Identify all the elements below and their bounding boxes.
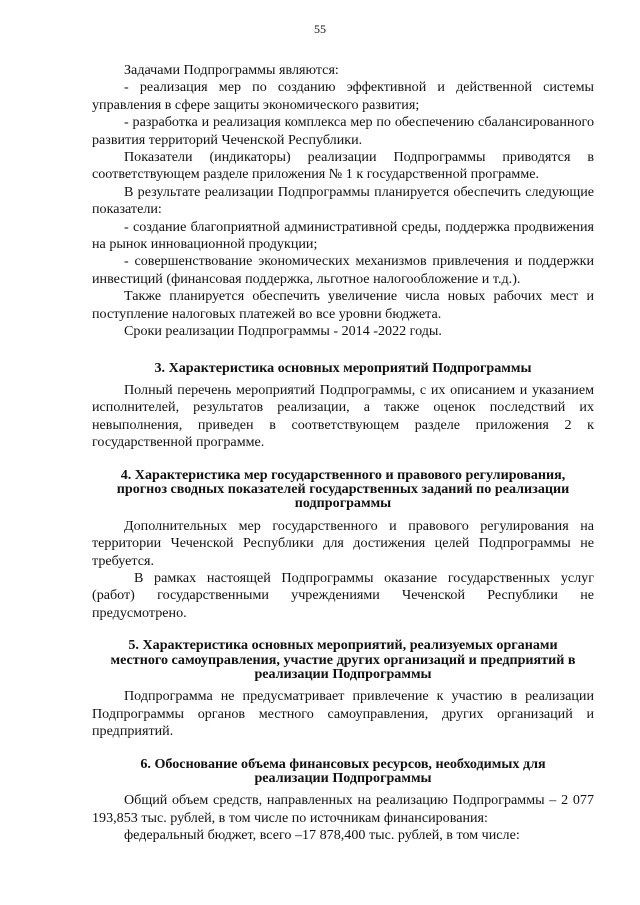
- document-body: [92, 62, 594, 845]
- section-4-heading-line-1: 4. Характеристика мер государственного и правового регулирования,: [120, 466, 566, 483]
- task-item-1: - реализация мер по созданию эффективной и действенной системы управления в сфере защиты экономического развития;: [92, 79, 594, 113]
- terms-paragraph: Сроки реализации Подпрограммы - 2014 -2022 годы.: [124, 323, 442, 340]
- section-6-text-1: Общий объем средств, направленных на реализацию Подпрограммы – 2 077 193,853 тыс. рублей, в том числе по источникам финансирования:: [92, 792, 594, 826]
- section-5-heading-line-2: местного самоуправления, участие других организаций и предприятий в: [110, 651, 576, 668]
- section-5-text: Подпрограмма не предусматривает привлечение к участию в реализации Подпрограммы органов местного самоуправления, других организаций и предприятий.: [92, 688, 594, 740]
- section-6-heading: [92, 757, 594, 786]
- page-number: 55: [314, 22, 326, 36]
- result-item-1: - создание благоприятной административной среды, поддержка продвижения на рынок инновационной продукции;: [92, 218, 594, 253]
- task-item-2: - разработка и реализация комплекса мер по обеспечению сбалансированного развития территорий Чеченской Республики.: [92, 114, 594, 148]
- section-5-heading-line-1: 5. Характеристика основных мероприятий, реализуемых органами: [128, 637, 558, 654]
- section-3-text: Полный перечень мероприятий Подпрограммы, с их описанием и указанием исполнителей, результатов реализации, а также оценок последствий их невыполнения, приведен в соответствующем разделе приложения 2 к государственной программе.: [92, 381, 594, 451]
- jobs-paragraph: Также планируется обеспечить увеличение числа новых рабочих мест и поступление налоговых платежей во все уровни бюджета.: [92, 288, 594, 322]
- result-item-2: - совершенствование экономических механизмов привлечения и поддержки инвестиций (финансовая поддержка, льготное налогообложение и т.д.).: [92, 253, 594, 287]
- indicators-paragraph: Показатели (индикаторы) реализации Подпрограммы приводятся в соответствующем разделе приложения № 1 к государственной программе.: [92, 149, 594, 183]
- section-4-text-2: В рамках настоящей Подпрограммы оказание государственных услуг (работ) государственными учреждениями Чеченской Республики не предусмотрено.: [92, 569, 594, 621]
- results-intro-paragraph: В результате реализации Подпрограммы планируется обеспечить следующие показатели:: [92, 183, 594, 218]
- section-4-heading: [92, 468, 594, 511]
- section-6-text-2: федеральный бюджет, всего –17 878,400 тыс. рублей, в том числе:: [124, 827, 520, 844]
- section-6-heading-line-1: 6. Обоснование объема финансовых ресурсов, необходимых для: [140, 755, 546, 772]
- section-4-text-1: Дополнительных мер государственного и правового регулирования на территории Чеченской Республики для достижения целей Подпрограммы не требуется.: [92, 517, 594, 569]
- section-4-heading-line-3: подпрограммы: [294, 495, 392, 512]
- section-3-heading: 3. Характеристика основных мероприятий Подпрограммы: [154, 359, 532, 376]
- section-5-heading: [92, 638, 594, 681]
- tasks-intro-paragraph: Задачами Подпрограммы являются:: [124, 62, 339, 78]
- section-6-heading-line-2: реализации Подпрограммы: [254, 770, 432, 787]
- section-5-heading-line-3: реализации Подпрограммы: [254, 666, 432, 682]
- section-4-heading-line-2: прогноз сводных показателей государственных заданий по реализации: [116, 480, 570, 497]
